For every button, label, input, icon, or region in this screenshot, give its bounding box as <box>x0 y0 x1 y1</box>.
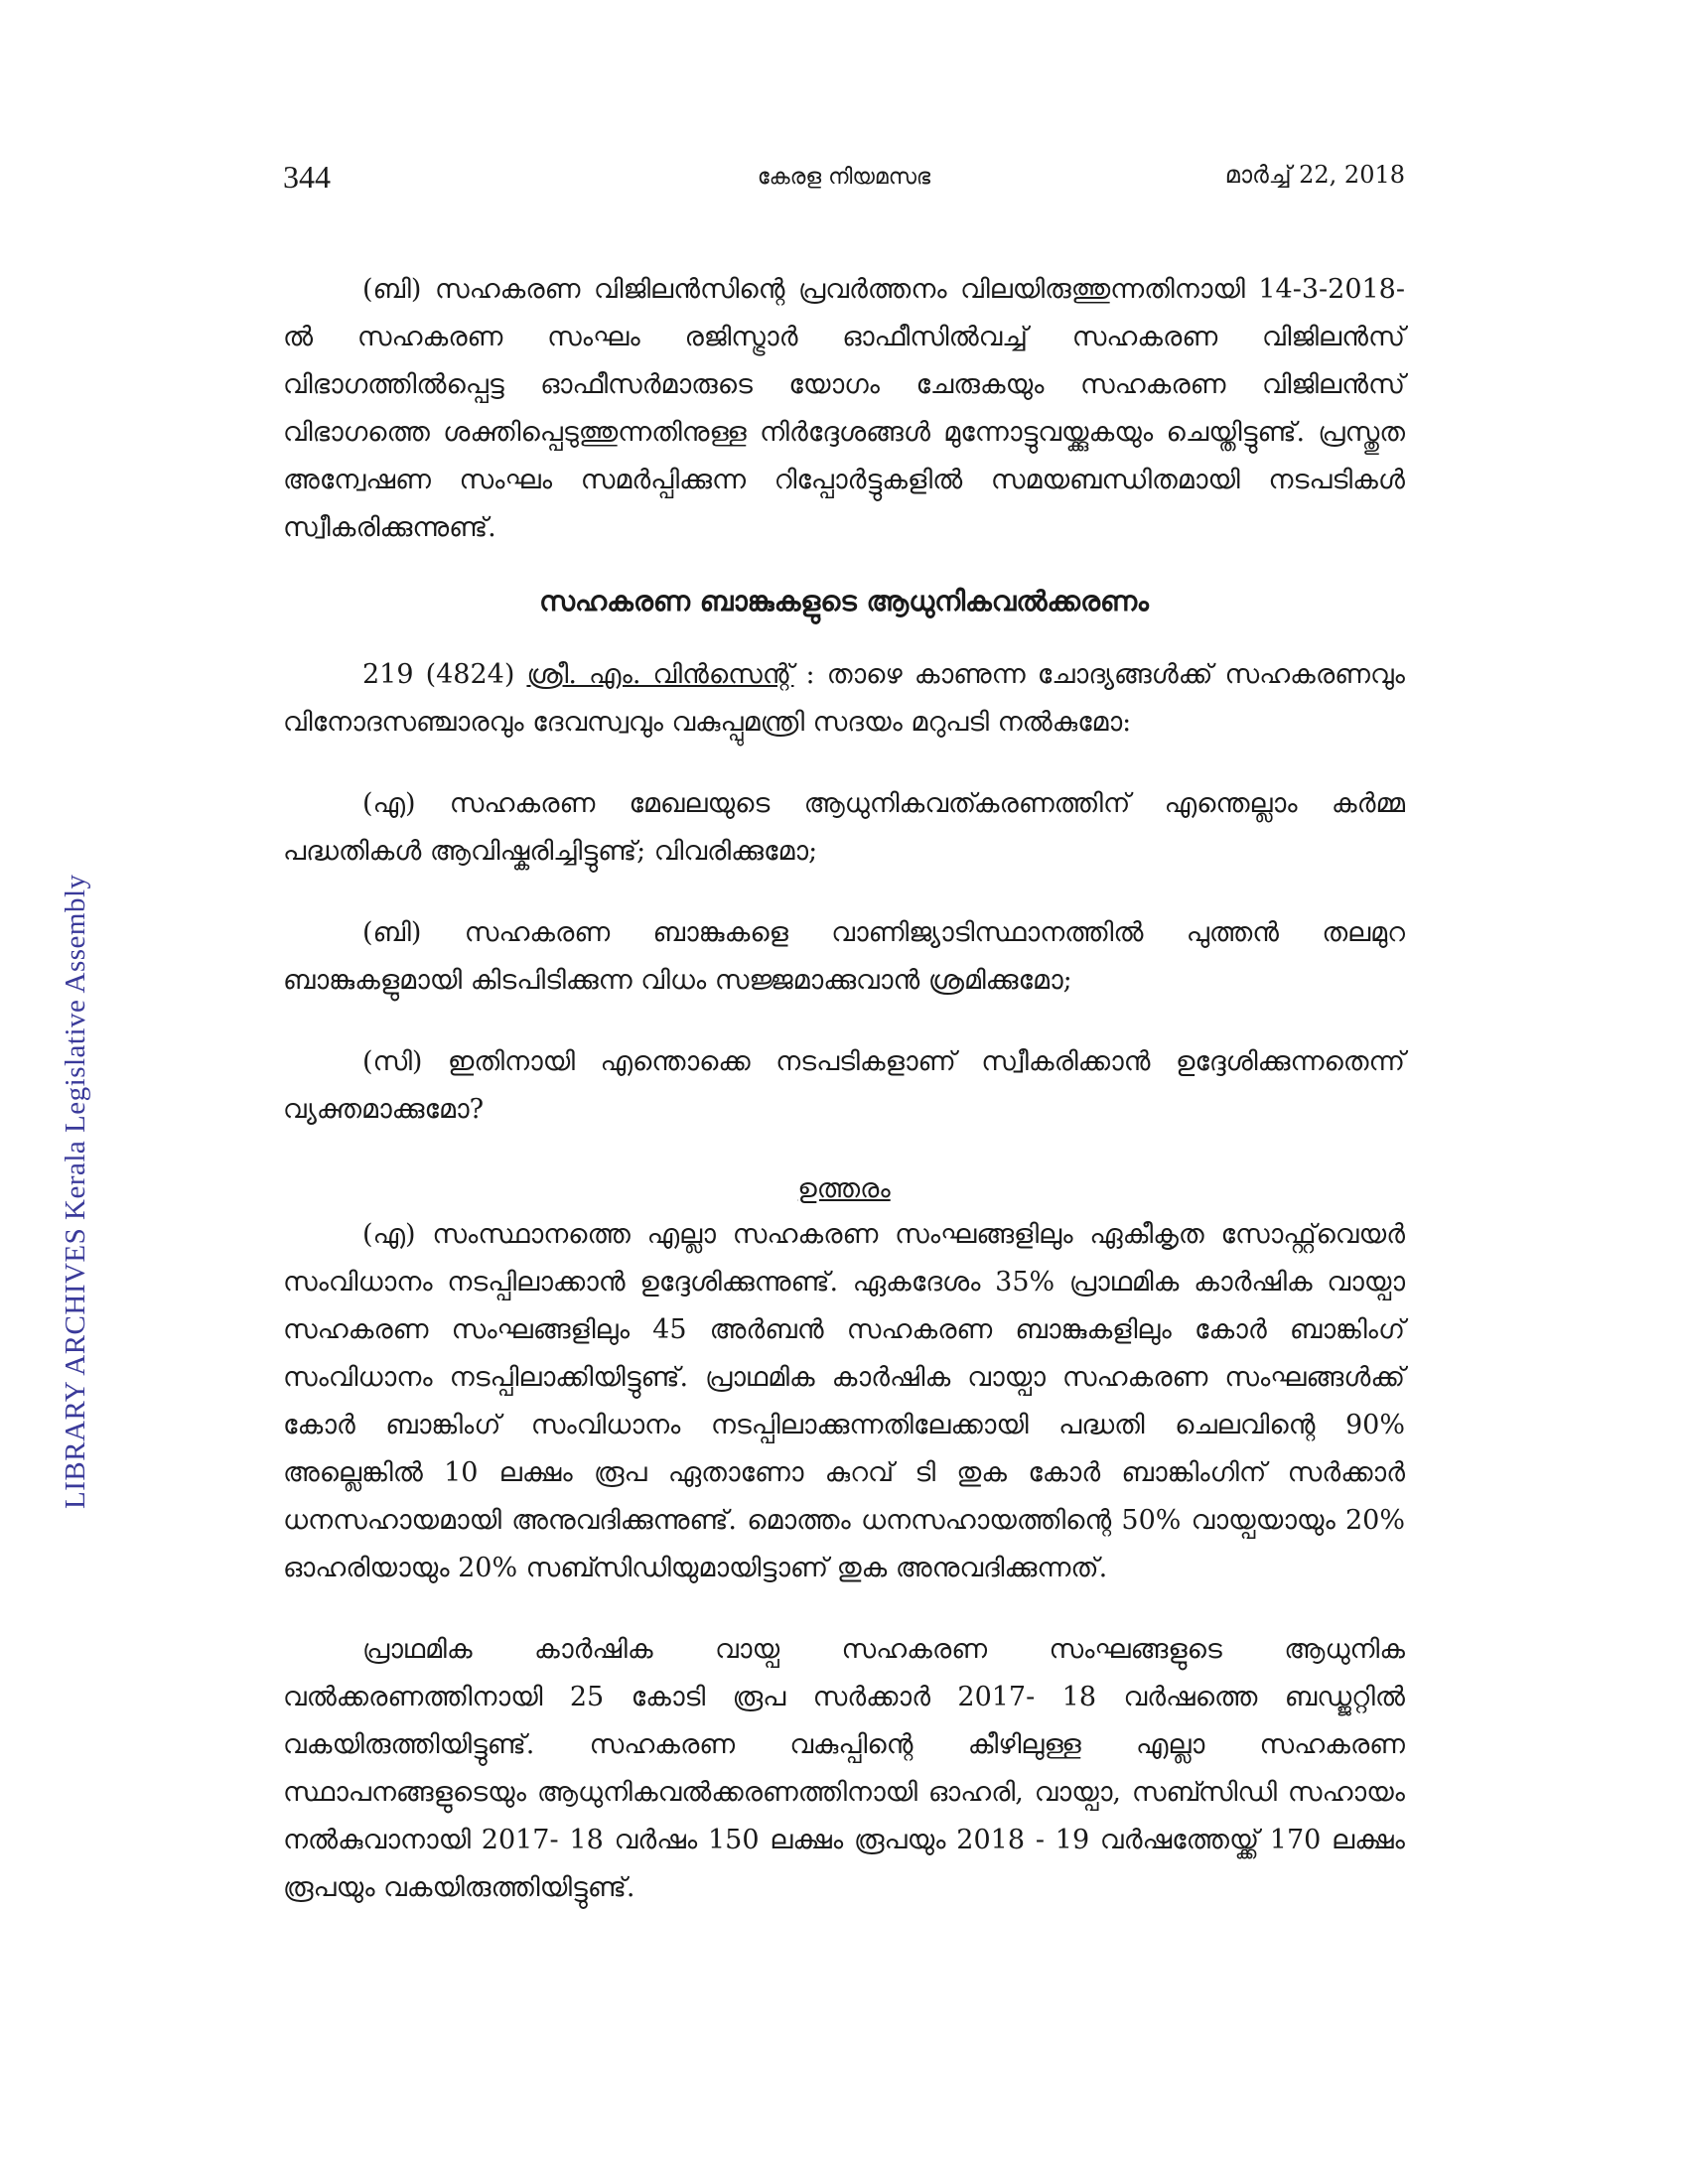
question-part-c: (സി) ഇതിനായി എന്തൊക്കെ നടപടികളാണ് സ്വീകരിക്കാൻ ഉദ്ദേശിക്കുന്നതെന്ന് വ്യക്തമാക്കുമോ? <box>283 1046 1405 1125</box>
question-intro <box>283 651 1405 747</box>
question-part-b: (ബി) സഹകരണ ബാങ്കുകളെ വാണിജ്യാടിസ്ഥാനത്തിൽ പുത്തൻ തലമുറ ബാങ്കുകളുമായി കിടപിടിക്കുന്ന വിധം സജ്ജമാക്കുവാൻ ശ്രമിക്കുമോ; <box>283 917 1405 996</box>
intro-paragraph: (ബി) സഹകരണ വിജിലൻസിന്റെ പ്രവർത്തനം വിലയിരുത്തുന്നതിനായി 14-3-2018-ൽ സഹകരണ സംഘം രജിസ്ട്രാർ ഓഫീസിൽവച്ച് സഹകരണ വിജിലൻസ് വിഭാഗത്തിൽപ്പെട്ട ഓഫീസർമാരുടെ യോഗം ചേരുകയും സഹകരണ വിജിലൻസ് വിഭാഗത്തെ ശക്തിപ്പെടുത്തുന്നതിനുള്ള നിർദ്ദേശങ്ങൾ മുന്നോട്ടുവയ്ക്കുകയും ചെയ്തിട്ടുണ്ട്. പ്രസ്തുത അന്വേഷണ സംഘം സമർപ്പിക്കുന്ന റിപ്പോർട്ടുകളിൽ സമയബന്ധിതമായി നടപടികൾ സ്വീകരിക്കുന്നുണ്ട്. <box>283 274 1405 543</box>
page-number: 344 <box>283 159 331 195</box>
page-header <box>283 159 1405 199</box>
answer-paragraph-2: പ്രാഥമിക കാർഷിക വായ്പ സഹകരണ സംഘങ്ങളുടെ ആധുനിക വൽക്കരണത്തിനായി 25 കോടി രൂപ സർക്കാർ 2017- 18 വർഷത്തെ ബഡ്ജറ്റിൽ വകയിരുത്തിയിട്ടുണ്ട്. സഹകരണ വകുപ്പിന്റെ കീഴിലുള്ള എല്ലാ സഹകരണ സ്ഥാപനങ്ങളുടെയും ആധുനികവൽക്കരണത്തിനായി ഓഹരി, വായ്പാ, സബ്സിഡി സഹായം നൽകുവാനായി 2017- 18 വർഷം 150 ലക്ഷം രൂപയും 2018 - 19 വർഷത്തേയ്ക്ക് 170 ലക്ഷം രൂപയും വകയിരുത്തിയിട്ടുണ്ട്. <box>283 1634 1405 1903</box>
header-date: മാർച്ച് 22, 2018 <box>1224 161 1405 189</box>
member-name: ശ്രീ. എം. വിൻസെന്റ് <box>526 659 794 690</box>
archive-watermark: LIBRARY ARCHIVES Kerala Legislative Assembly <box>60 874 91 1509</box>
question-part-a: (എ) സഹകരണ മേഖലയുടെ ആധുനികവത്കരണത്തിന് എന്തെല്ലാം കർമ്മ പദ്ധതികൾ ആവിഷ്കരിച്ചിട്ടുണ്ട്; വിവരിക്കുമോ; <box>283 788 1405 867</box>
section-heading: സഹകരണ ബാങ്കുകളുടെ ആധുനികവൽക്കരണം <box>539 585 1149 617</box>
document-body <box>283 266 1405 1912</box>
answer-heading: ഉത്തരം <box>797 1173 891 1204</box>
running-title: കേരള നിയമസഭ <box>757 165 931 190</box>
answer-paragraph-a: (എ) സംസ്ഥാനത്തെ എല്ലാ സഹകരണ സംഘങ്ങളിലും ഏകീകൃത സോഫ്റ്റ്‌വെയർ സംവിധാനം നടപ്പിലാക്കാൻ ഉദ്ദേശിക്കുന്നുണ്ട്. ഏകദേശം 35% പ്രാഥമിക കാർഷിക വായ്പാ സഹകരണ സംഘങ്ങളിലും 45 അർബൻ സഹകരണ ബാങ്കുകളിലും കോർ ബാങ്കിംഗ് സംവിധാനം നടപ്പിലാക്കിയിട്ടുണ്ട്. പ്രാഥമിക കാർഷിക വായ്പാ സഹകരണ സംഘങ്ങൾക്ക് കോർ ബാങ്കിംഗ് സംവിധാനം നടപ്പിലാക്കുന്നതിലേക്കായി പദ്ധതി ചെലവിന്റെ 90% അല്ലെങ്കിൽ 10 ലക്ഷം രൂപ ഏതാണോ കുറവ് ടി തുക കോർ ബാങ്കിംഗിന് സർക്കാർ ധനസഹായമായി അനുവദിക്കുന്നുണ്ട്. മൊത്തം ധനസഹായത്തിന്റെ 50% വായ്പയായും 20% ഓഹരിയായും 20% സബ്സിഡിയുമായിട്ടാണ് തുക അനുവദിക്കുന്നത്. <box>283 1219 1405 1583</box>
question-number: 219 (4824) <box>362 659 515 690</box>
question-text: : താഴെ കാണുന്ന ചോദ്യങ്ങൾക്ക് സഹകരണവും വിനോദസഞ്ചാരവും ദേവസ്വവും വകുപ്പുമന്ത്രി സദയം മറുപടി നൽകുമോ: <box>283 659 1405 738</box>
